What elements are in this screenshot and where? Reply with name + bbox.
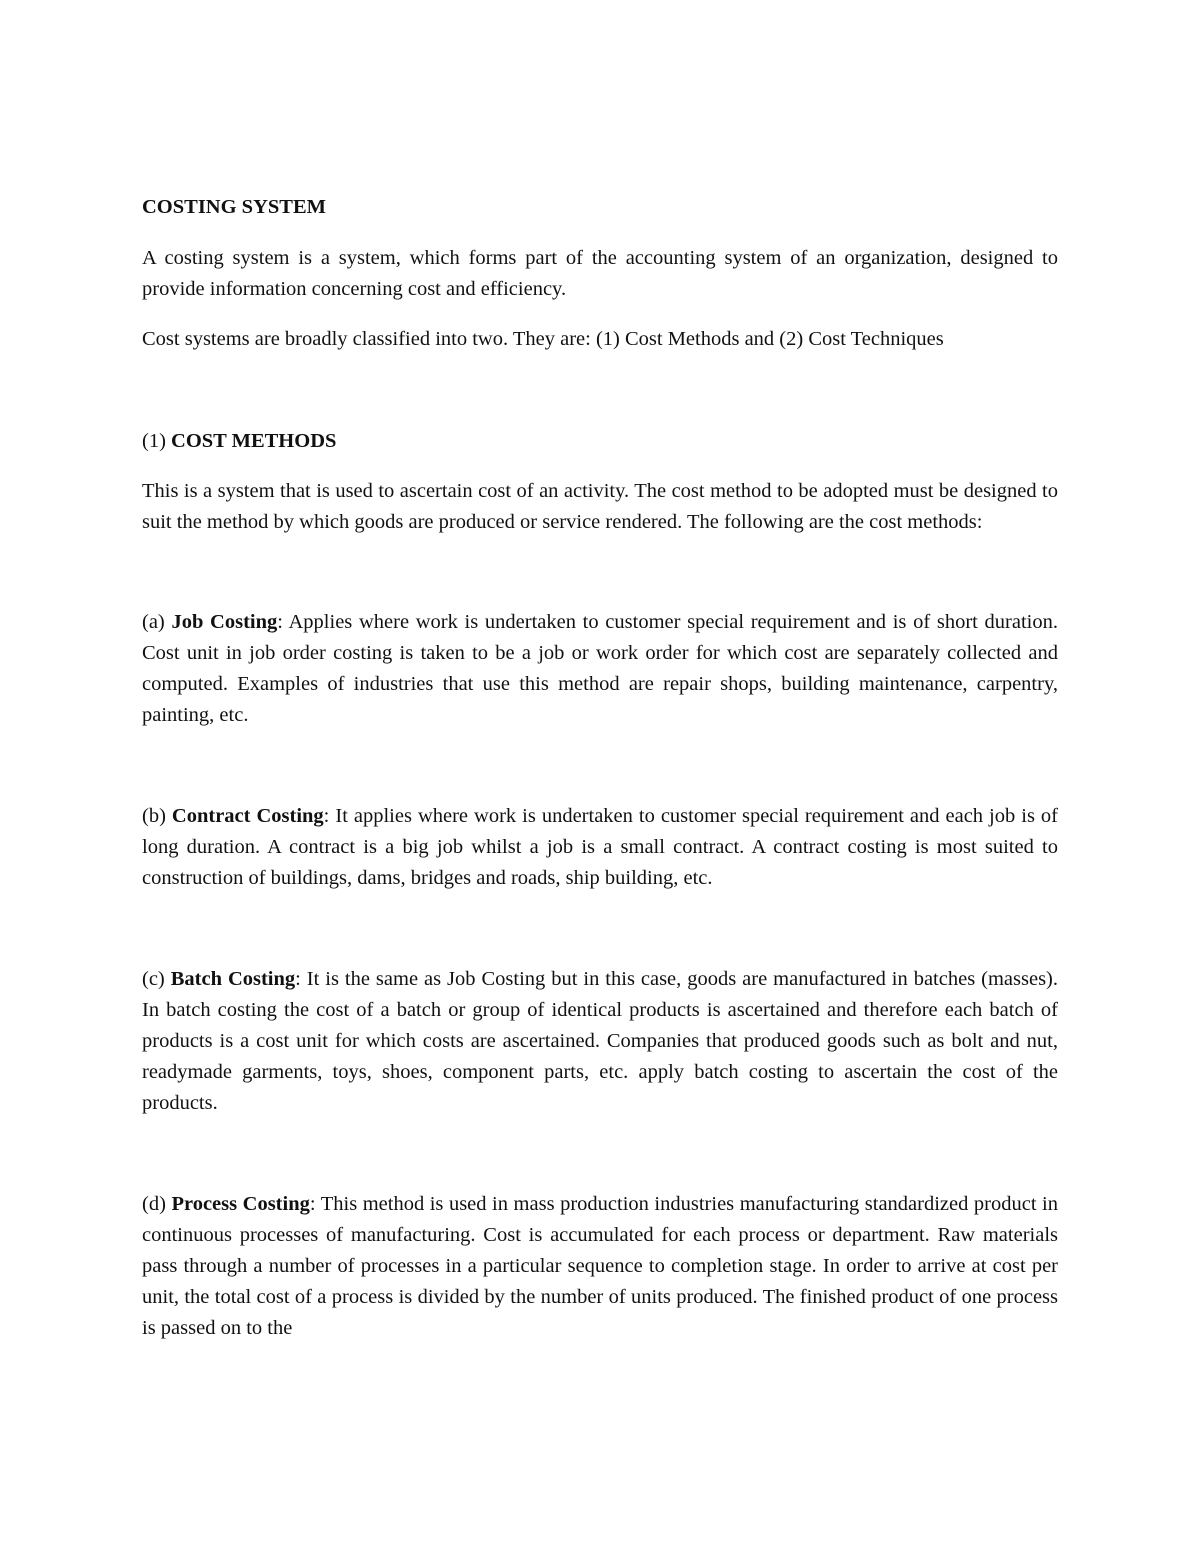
method-letter: (d) (142, 1193, 166, 1215)
section-description: This is a system that is used to ascertain cost of an activity. The cost method to be adopted must be designed to suit the method by which goods are produced or service rendered. The following are the cost methods: (142, 480, 1058, 533)
method-job-costing (142, 607, 1058, 731)
intro-paragraph-2: Cost systems are broadly classified into two. They are: (1) Cost Methods and (2) Cost Techniques (142, 328, 944, 350)
method-text: : This method is used in mass production industries manufacturing standardized product in continuous processes of manufacturing. Cost is accumulated for each process or department. Raw materials pass through a number of processes in a particular sequence to completion stage. In order to arrive at cost per unit, the total cost of a process is divided by the number of units produced. The finished product of one process is passed on to the (142, 1193, 1058, 1339)
method-letter: (a) (142, 611, 165, 633)
document-page (142, 192, 1058, 1363)
method-term: Contract Costing (171, 805, 324, 827)
intro-paragraph-1: A costing system is a system, which forms part of the accounting system of an organization, designed to provide information concerning cost and efficiency. (142, 247, 1058, 300)
method-term: Job Costing (171, 611, 278, 633)
document-title: COSTING SYSTEM (142, 196, 326, 218)
section-number: (1) (142, 430, 166, 452)
section-heading (142, 426, 1058, 457)
method-letter: (b) (142, 805, 166, 827)
method-text: : Applies where work is undertaken to customer special requirement and is of short duration. Cost unit in job order costing is taken to be a job or work order for which cost are separately collected and computed. Examples of industries that use this method are repair shops, building maintenance, carpentry, painting, etc. (142, 611, 1058, 726)
method-text: : It applies where work is undertaken to customer special requirement and each job is of long duration. A contract is a big job whilst a job is a small contract. A contract costing is most suited to construction of buildings, dams, bridges and roads, ship building, etc. (142, 805, 1058, 889)
method-text: : It is the same as Job Costing but in this case, goods are manufactured in batches (masses). In batch costing the cost of a batch or group of identical products is ascertained and therefore each batch of products is a cost unit for which costs are ascertained. Companies that produced goods such as bolt and nut, readymade garments, toys, shoes, component parts, etc. apply batch costing to ascertain the cost of the products. (142, 968, 1058, 1114)
method-letter: (c) (142, 968, 165, 990)
method-contract-costing (142, 801, 1058, 894)
method-process-costing (142, 1189, 1058, 1344)
method-term: Process Costing (171, 1193, 310, 1215)
method-batch-costing (142, 964, 1058, 1119)
section-title: COST METHODS (171, 430, 337, 452)
method-term: Batch Costing (170, 968, 296, 990)
